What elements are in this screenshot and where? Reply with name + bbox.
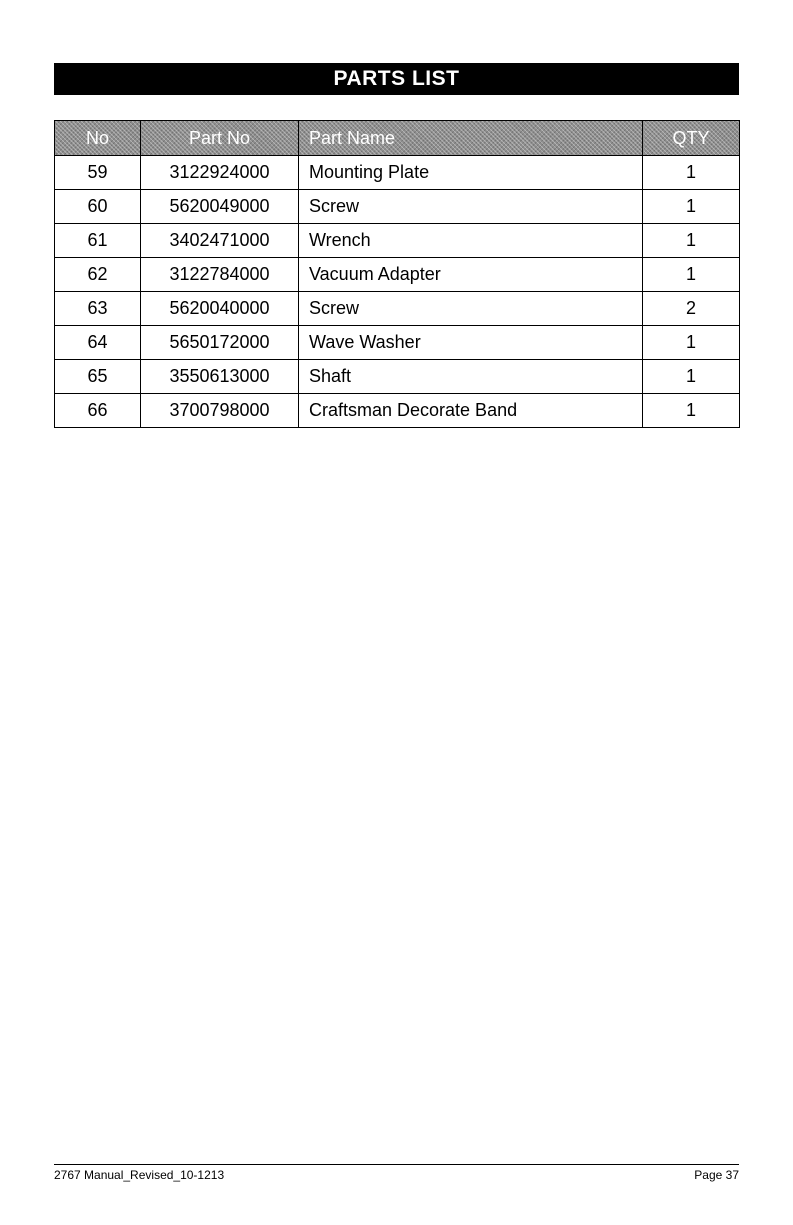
parts-table — [54, 120, 740, 428]
footer-page-number: Page 37 — [694, 1168, 739, 1182]
cell-part-name: Craftsman Decorate Band — [299, 394, 643, 428]
cell-part-no: 5650172000 — [141, 326, 299, 360]
header-part-no: Part No — [141, 121, 299, 156]
cell-part-name: Wave Washer — [299, 326, 643, 360]
cell-part-name: Screw — [299, 190, 643, 224]
cell-qty: 1 — [643, 224, 740, 258]
cell-part-no: 3700798000 — [141, 394, 299, 428]
header-row — [55, 121, 740, 156]
cell-part-no: 3402471000 — [141, 224, 299, 258]
cell-qty: 1 — [643, 156, 740, 190]
cell-qty: 1 — [643, 326, 740, 360]
table-row — [55, 360, 740, 394]
cell-qty: 1 — [643, 360, 740, 394]
cell-part-name: Shaft — [299, 360, 643, 394]
cell-part-no: 5620040000 — [141, 292, 299, 326]
table-row — [55, 258, 740, 292]
header-part-name: Part Name — [299, 121, 643, 156]
cell-part-name: Screw — [299, 292, 643, 326]
footer-document-id: 2767 Manual_Revised_10-1213 — [54, 1168, 225, 1182]
table-row — [55, 156, 740, 190]
footer-divider — [54, 1164, 739, 1165]
page-title: PARTS LIST — [333, 67, 460, 90]
header-qty: QTY — [643, 121, 740, 156]
cell-part-name: Mounting Plate — [299, 156, 643, 190]
cell-part-no: 3122924000 — [141, 156, 299, 190]
table-row — [55, 292, 740, 326]
cell-part-no: 5620049000 — [141, 190, 299, 224]
cell-no: 59 — [55, 156, 141, 190]
cell-no: 64 — [55, 326, 141, 360]
table-row — [55, 224, 740, 258]
cell-no: 63 — [55, 292, 141, 326]
table-row — [55, 394, 740, 428]
parts-list-title-bar — [54, 63, 739, 95]
cell-no: 66 — [55, 394, 141, 428]
header-no: No — [55, 121, 141, 156]
cell-no: 62 — [55, 258, 141, 292]
cell-qty: 1 — [643, 190, 740, 224]
table-row — [55, 326, 740, 360]
cell-no: 60 — [55, 190, 141, 224]
cell-no: 61 — [55, 224, 141, 258]
parts-table-header — [55, 121, 740, 156]
cell-part-no: 3122784000 — [141, 258, 299, 292]
cell-qty: 2 — [643, 292, 740, 326]
parts-table-body — [55, 156, 740, 428]
cell-part-name: Wrench — [299, 224, 643, 258]
cell-part-no: 3550613000 — [141, 360, 299, 394]
cell-no: 65 — [55, 360, 141, 394]
cell-qty: 1 — [643, 258, 740, 292]
table-row — [55, 190, 740, 224]
cell-qty: 1 — [643, 394, 740, 428]
cell-part-name: Vacuum Adapter — [299, 258, 643, 292]
